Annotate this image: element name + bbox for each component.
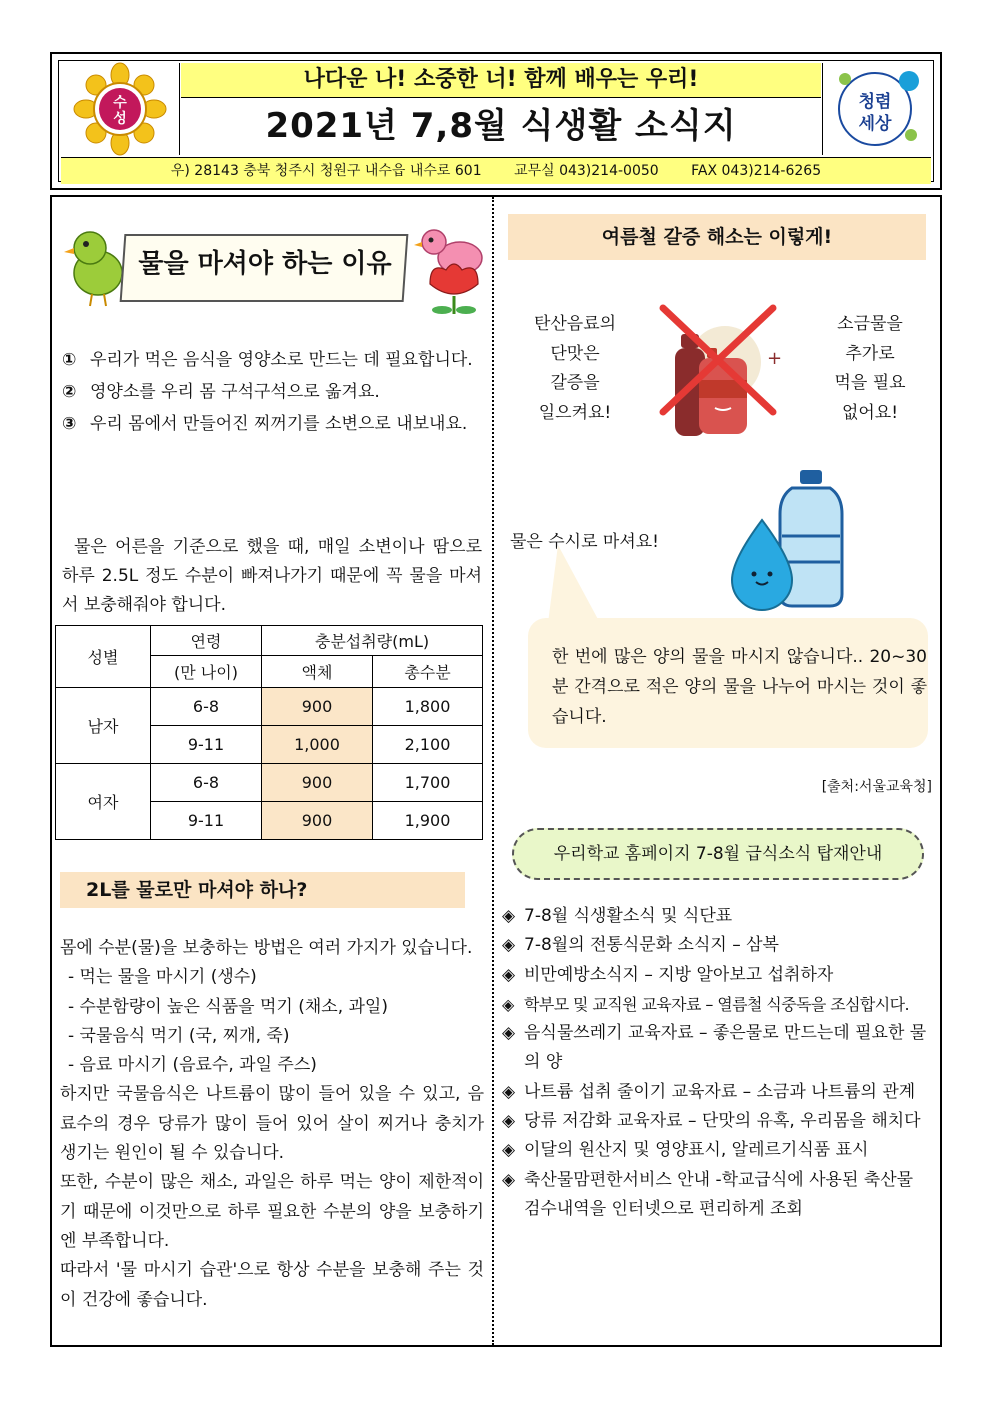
table-row (56, 688, 483, 726)
note-line: 탄산음료의 (533, 314, 617, 334)
drinking-tip-text: 한 번에 많은 양의 물을 마시지 않습니다.. 20~30분 간격으로 적은 양의 물을 나누어 마시는 것이 좋습니다. (552, 647, 927, 727)
diamond-bullet-icon: ◈ (502, 1140, 516, 1161)
diamond-bullet-icon: ◈ (502, 964, 516, 985)
water-intake-table (55, 625, 483, 840)
newsletter-title: 2021년 7,8월 식생활 소식지 (265, 106, 737, 146)
water-loss-paragraph: 물은 어른을 기준으로 했을 때, 매일 소변이나 땀으로 하루 2.5L 정도 수분이 빠져나가기 때문에 꼭 물을 마셔서 보충해줘야 합니다. (62, 537, 482, 615)
soda-warning-note (515, 310, 635, 428)
text-line: 하지만 국물음식은 나트륨이 많이 들어 있을 수 있고, 음료수의 경우 당류가 많이 들어 있어 살이 찌거나 충치가 생기는 원인이 될 수 있습니다. (60, 1084, 484, 1164)
salt-water-note (810, 310, 930, 428)
age-cell: 9-11 (151, 802, 262, 840)
reason-number: ③ (62, 414, 77, 434)
list-item (502, 1166, 934, 1225)
text-line: - 국물음식 먹기 (국, 찌개, 죽) (68, 1025, 290, 1046)
list-item (502, 1107, 934, 1136)
newsletter-header (50, 52, 942, 190)
text-line: 따라서 '물 마시기 습관'으로 항상 수분을 보충해 주는 것이 건강에 좋습니다. (60, 1260, 484, 1310)
note-line: 먹을 필요 (834, 373, 906, 393)
banner-title: 물을 마셔야 하는 이유 (138, 249, 392, 279)
list-item-text: 7-8월의 전통식문화 소식지 – 삼복 (524, 935, 779, 956)
list-item-text: 음식물쓰레기 교육자료 – 좋은물로 만드는데 필요한 물의 양 (524, 1023, 927, 1073)
soda-bottles-crossed-icon (655, 300, 783, 445)
list-item-text: 학부모 및 교직원 교육자료 – 열름철 식중독을 조심합시다. (524, 994, 909, 1014)
diamond-bullet-icon: ◈ (502, 1081, 516, 1102)
gender-female: 여자 (56, 764, 151, 840)
list-item (502, 990, 934, 1019)
drink-often-label: 물은 수시로 마셔요! (510, 532, 659, 552)
table-row (56, 764, 483, 802)
water-bottle-drop-icon (730, 466, 850, 616)
source-credit: [출처:서울교육청] (821, 779, 932, 795)
list-item (502, 1136, 934, 1165)
liquid-cell: 900 (262, 764, 373, 802)
note-line: 단맛은 (550, 343, 600, 364)
note-line: 갈증을 (550, 373, 600, 393)
green-bird-icon (64, 232, 122, 306)
diamond-bullet-icon: ◈ (502, 1111, 516, 1132)
age-cell: 9-11 (151, 726, 262, 764)
school-seal-logo (61, 63, 180, 155)
hydration-methods-text (60, 934, 484, 1315)
text-line: - 수분함량이 높은 식품을 먹기 (채소, 과일) (68, 996, 388, 1017)
logo-text-line1: 청렴 (858, 92, 892, 112)
list-item (502, 1019, 934, 1078)
diamond-bullet-icon: ◈ (502, 1023, 516, 1044)
homepage-notice-banner: 우리학교 홈페이지 7-8월 급식소식 탑재안내 (512, 828, 924, 880)
water-reasons-list (62, 345, 482, 441)
school-phone: 교무실 043)214-0050 (514, 163, 659, 179)
seal-text-top: 수 (113, 95, 127, 111)
school-slogan: 나다운 나! 소중한 너! 함께 배우는 우리! (181, 63, 821, 98)
reason-text: 영양소를 우리 몸 구석구석으로 옮겨요. (90, 382, 380, 402)
text-line: 몸에 수분(물)을 보충하는 방법은 여러 가지가 있습니다. (60, 938, 473, 958)
section-heading-thirst: 여름철 갈증 해소는 이렇게! (508, 214, 926, 260)
list-item (502, 961, 934, 990)
note-line: 소금물을 (837, 314, 903, 334)
total-cell: 1,800 (373, 688, 483, 726)
total-cell: 1,900 (373, 802, 483, 840)
school-fax: FAX 043)214-6265 (691, 163, 822, 179)
diamond-bullet-icon: ◈ (502, 994, 514, 1014)
speech-bubble-tail (548, 545, 608, 625)
age-cell: 6-8 (151, 764, 262, 802)
list-item (502, 931, 934, 960)
svg-text:+: + (767, 348, 783, 369)
liquid-cell: 900 (262, 688, 373, 726)
reason-number: ② (62, 382, 77, 402)
column-divider (492, 197, 494, 1345)
header-inner (58, 60, 934, 182)
header-age-unit: (만 나이) (151, 656, 262, 688)
school-address: 우) 28143 충북 청주시 청원구 내수읍 내수로 601 (170, 163, 482, 179)
total-cell: 2,100 (373, 726, 483, 764)
header-intake: 충분섭취량(mL) (262, 626, 483, 656)
tulip-icon (430, 264, 478, 314)
diamond-bullet-icon: ◈ (502, 935, 516, 956)
header-age: 연령 (151, 626, 262, 656)
header-total: 총수분 (373, 656, 483, 688)
diamond-bullet-icon: ◈ (502, 1169, 516, 1190)
diamond-bullet-icon: ◈ (502, 906, 516, 926)
reason-text: 우리가 먹은 음식을 영양소로 만드는 데 필요합니다. (90, 350, 473, 370)
logo-text-line2: 세상 (858, 114, 892, 134)
section-heading-2l: 2L를 물로만 마셔야 하나? (60, 872, 465, 908)
total-cell: 1,700 (373, 764, 483, 802)
list-item-text: 비만예방소식지 – 지방 알아보고 섭취하자 (524, 964, 834, 985)
note-line: 없어요! (841, 402, 899, 423)
reason-item-2 (62, 377, 482, 407)
list-item-text: 축산물맘편한서비스 안내 -학교급식에 사용된 축산물 검수내역을 인터넷으로 편리하게 조회 (524, 1169, 914, 1219)
school-address-bar (61, 157, 931, 184)
liquid-cell: 1,000 (262, 726, 373, 764)
list-item (502, 1078, 934, 1107)
homepage-items-list (502, 902, 934, 1224)
list-item-text: 당류 저감화 교육자료 – 단맛의 유혹, 우리몸을 해치다 (524, 1111, 921, 1132)
gender-male: 남자 (56, 688, 151, 764)
seal-text-bottom: 성 (113, 111, 127, 127)
reason-item-3 (62, 409, 482, 439)
list-item-text: 이달의 원산지 및 영양표시, 알레르기식품 표시 (524, 1140, 869, 1161)
age-cell: 6-8 (151, 688, 262, 726)
reason-text: 우리 몸에서 만들어진 찌꺼기를 소변으로 내보내요. (90, 414, 468, 434)
header-liquid: 액체 (262, 656, 373, 688)
header-gender: 성별 (56, 626, 151, 688)
list-item-text: 7-8월 식생활소식 및 식단표 (524, 906, 733, 926)
list-item (502, 902, 934, 931)
reason-item-1 (62, 345, 482, 375)
reason-number: ① (62, 350, 77, 370)
note-line: 일으켜요! (538, 402, 612, 423)
text-line: 또한, 수분이 많은 채소, 과일은 하루 먹는 양이 제한적이기 때문에 이것만으로 하루 필요한 수분의 양을 보충하기엔 부족합니다. (60, 1172, 484, 1251)
list-item-text: 나트륨 섭취 줄이기 교육자료 – 소금과 나트륨의 관계 (524, 1081, 916, 1102)
text-line: - 음료 마시기 (음료수, 과일 주스) (68, 1055, 317, 1076)
liquid-cell: 900 (262, 802, 373, 840)
integrity-world-logo (822, 63, 931, 155)
text-line: - 먹는 물을 마시기 (생수) (68, 967, 257, 988)
note-line: 추가로 (845, 343, 895, 364)
